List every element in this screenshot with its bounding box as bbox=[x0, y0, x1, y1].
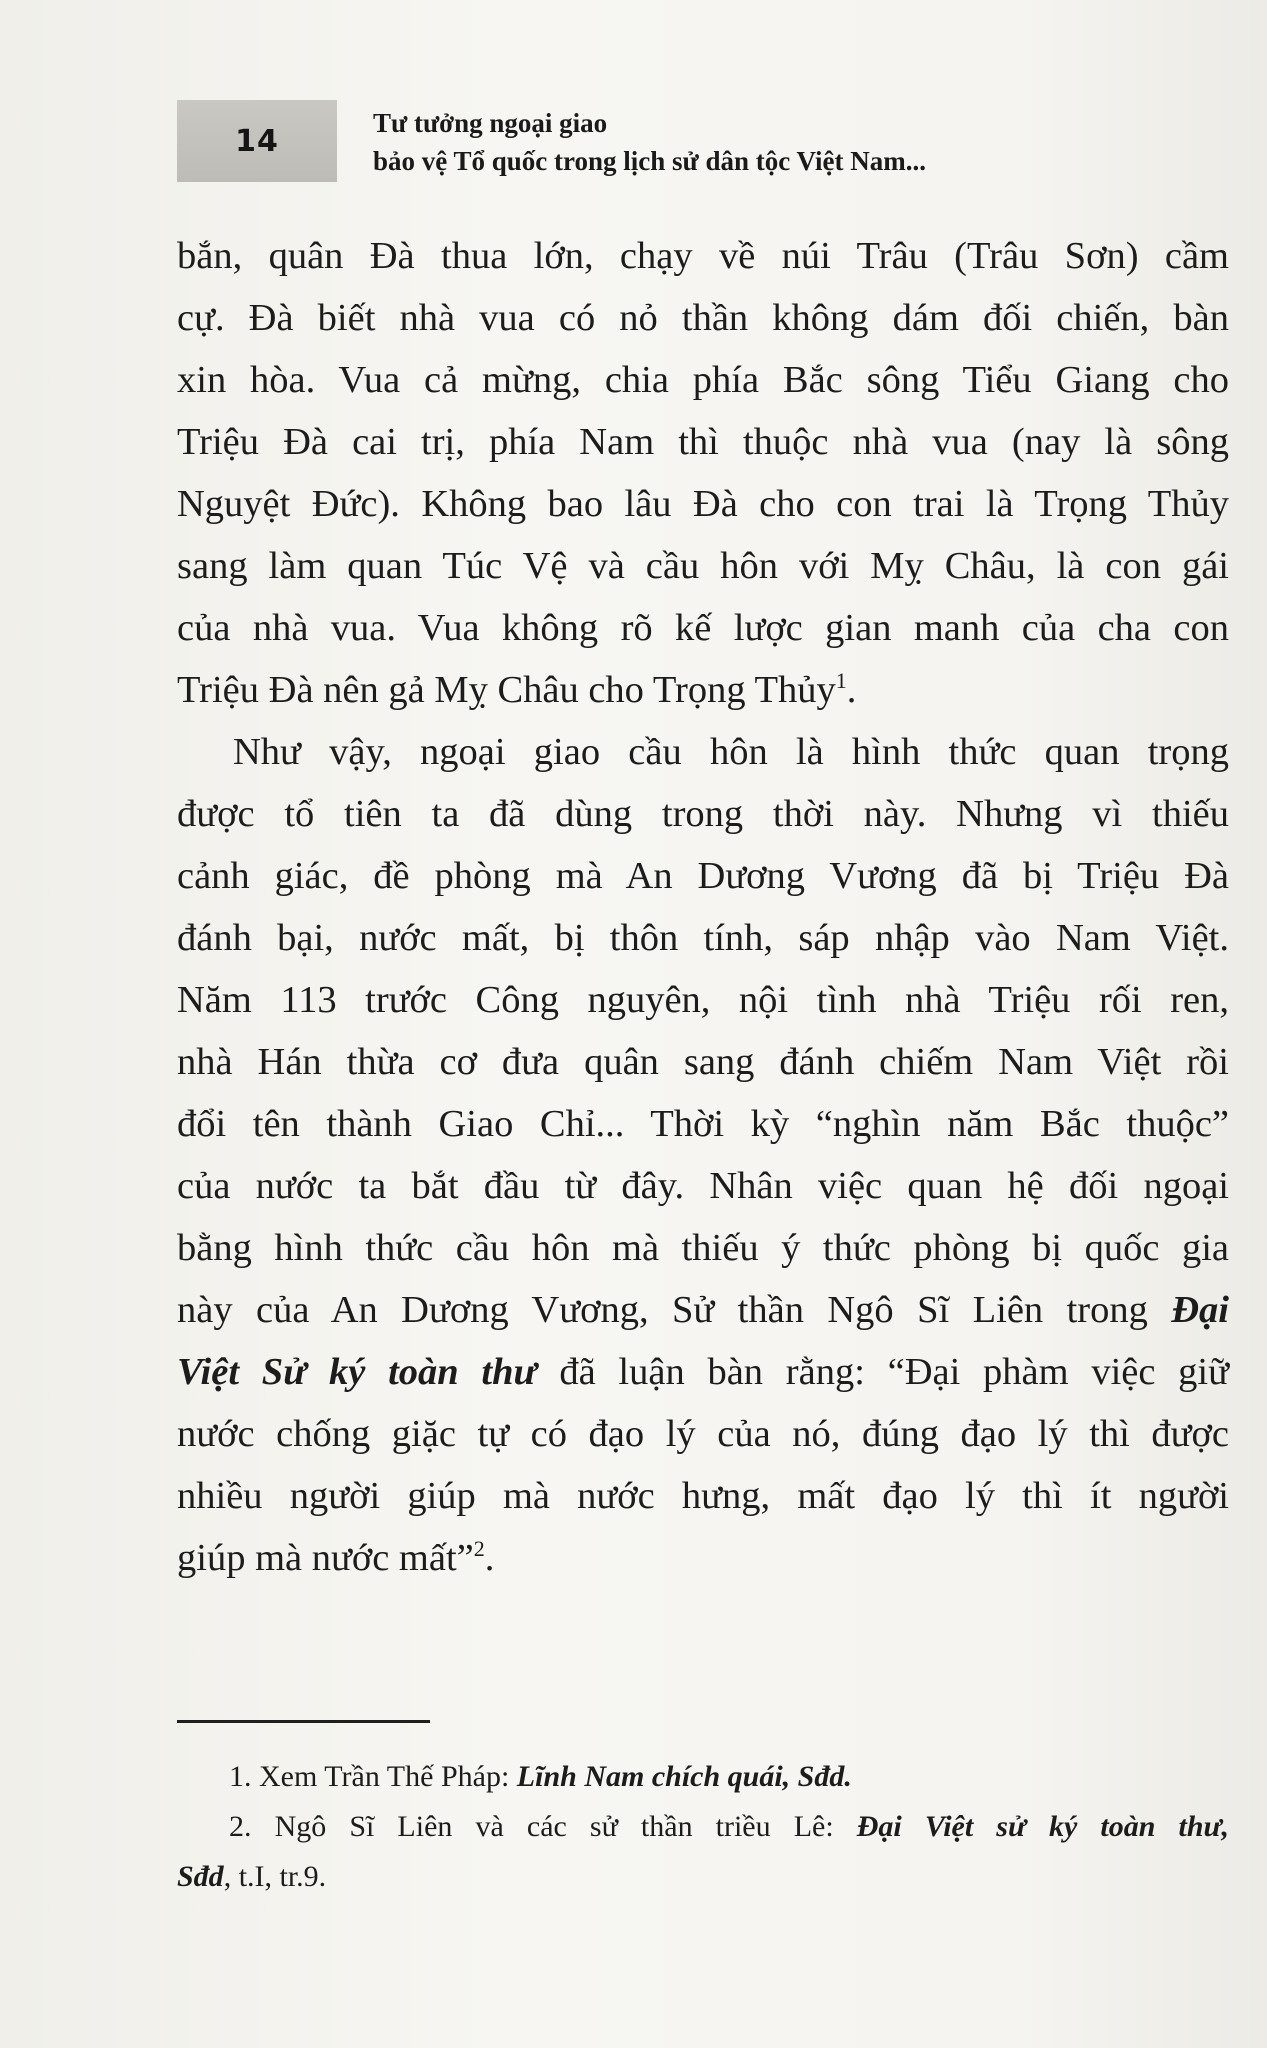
text-line bbox=[177, 1279, 1229, 1341]
text-line: của nước ta bắt đầu từ đây. Nhân việc quan hệ đối ngoại bbox=[177, 1165, 1229, 1207]
running-header bbox=[177, 100, 1177, 190]
book-title-italic: Đại Việt sử ký toàn thư, bbox=[856, 1810, 1229, 1843]
footnote-2 bbox=[177, 1802, 1229, 1852]
text-line: Năm 113 trước Công nguyên, nội tình nhà Triệu rối ren, bbox=[177, 979, 1229, 1021]
book-title-italic: Đại bbox=[1171, 1289, 1229, 1331]
page-number: 14 bbox=[235, 123, 279, 159]
text-line: đổi tên thành Giao Chỉ... Thời kỳ “nghìn năm Bắc thuộc” bbox=[177, 1103, 1229, 1145]
footnote-1 bbox=[177, 1752, 1229, 1802]
text-line: được tổ tiên ta đã dùng trong thời này. Nhưng vì thiếu bbox=[177, 793, 1229, 835]
text-run: . bbox=[484, 1537, 495, 1579]
text-line: cảnh giác, đề phòng mà An Dương Vương đã bị Triệu Đà bbox=[177, 855, 1229, 897]
text-line: nước chống giặc tự có đạo lý của nó, đúng đạo lý thì được bbox=[177, 1413, 1229, 1455]
text-line bbox=[177, 1527, 1229, 1589]
text-run: đã luận bàn rằng: “Đại phàm việc giữ bbox=[536, 1351, 1229, 1393]
text-line: cự. Đà biết nhà vua có nỏ thần không dám đối chiến, bàn bbox=[177, 297, 1229, 339]
running-title bbox=[373, 104, 926, 180]
text-run: 2. Ngô Sĩ Liên và các sử thần triều Lê: bbox=[229, 1810, 857, 1843]
footnotes bbox=[177, 1752, 1229, 1902]
text-run: . bbox=[846, 669, 857, 711]
text-run: , t.I, tr.9. bbox=[223, 1860, 327, 1893]
text-line bbox=[177, 1341, 1229, 1403]
running-title-line-2: bảo vệ Tổ quốc trong lịch sử dân tộc Việt Nam... bbox=[373, 146, 926, 176]
text-run: giúp mà nước mất” bbox=[177, 1537, 474, 1579]
book-title-italic: Việt Sử ký toàn thư bbox=[177, 1351, 537, 1393]
footnote-ref-1[interactable]: 1 bbox=[835, 668, 847, 694]
text-run: này của An Dương Vương, Sử thần Ngô Sĩ Liên trong bbox=[177, 1289, 1172, 1331]
footnote-ref-2[interactable]: 2 bbox=[473, 1536, 485, 1562]
text-run: Triệu Đà nên gả Mỵ Châu cho Trọng Thủy bbox=[177, 669, 836, 711]
running-title-line-1: Tư tưởng ngoại giao bbox=[373, 108, 608, 138]
text-line: nhiều người giúp mà nước hưng, mất đạo lý thì ít người bbox=[177, 1475, 1229, 1517]
sdd-italic: Sđd bbox=[177, 1860, 224, 1893]
text-line: nhà Hán thừa cơ đưa quân sang đánh chiếm Nam Việt rồi bbox=[177, 1041, 1229, 1083]
body-text bbox=[177, 225, 1229, 1589]
page-number-box bbox=[177, 100, 337, 182]
text-line: xin hòa. Vua cả mừng, chia phía Bắc sông Tiểu Giang cho bbox=[177, 359, 1229, 401]
footnote-divider bbox=[177, 1720, 430, 1723]
text-line: đánh bại, nước mất, bị thôn tính, sáp nhập vào Nam Việt. bbox=[177, 917, 1229, 959]
footnote-2-cont bbox=[177, 1852, 1229, 1902]
text-line: của nhà vua. Vua không rõ kế lược gian manh của cha con bbox=[177, 607, 1229, 649]
text-line bbox=[177, 659, 1229, 721]
text-line: Nguyệt Đức). Không bao lâu Đà cho con trai là Trọng Thủy bbox=[177, 483, 1229, 525]
text-line: Như vậy, ngoại giao cầu hôn là hình thức quan trọng bbox=[233, 731, 1229, 773]
text-line: Triệu Đà cai trị, phía Nam thì thuộc nhà vua (nay là sông bbox=[177, 421, 1229, 463]
text-line: bắn, quân Đà thua lớn, chạy về núi Trâu (Trâu Sơn) cầm bbox=[177, 235, 1229, 277]
book-title-italic: Lĩnh Nam chích quái, Sđd. bbox=[516, 1760, 852, 1793]
text-line: bằng hình thức cầu hôn mà thiếu ý thức phòng bị quốc gia bbox=[177, 1227, 1229, 1269]
text-run: 1. Xem Trần Thế Pháp: bbox=[229, 1760, 517, 1793]
text-line: sang làm quan Túc Vệ và cầu hôn với Mỵ Châu, là con gái bbox=[177, 545, 1229, 587]
